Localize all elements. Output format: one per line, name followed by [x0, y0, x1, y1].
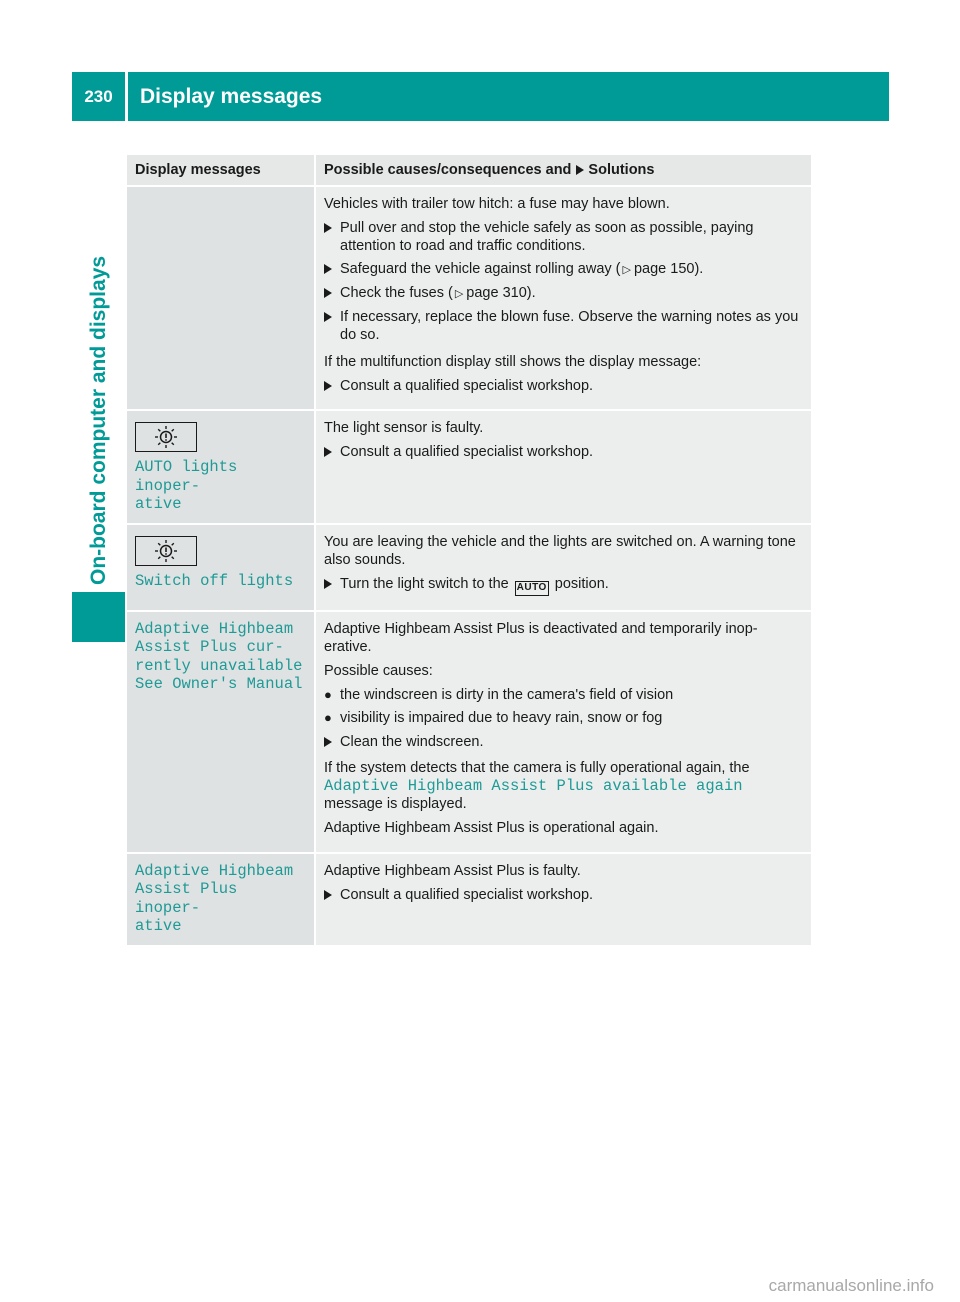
solution-step: [324, 575, 803, 596]
cause-text: Adaptive Highbeam Assist Plus is deactivated and temporarily inop‐erative.: [324, 620, 758, 655]
solution-step: [324, 443, 803, 461]
solution-step: [324, 733, 803, 751]
step-text: Consult a qualified specialist workshop.: [340, 378, 594, 394]
solution-step: [324, 886, 803, 904]
display-message-text: Switch off lights: [135, 571, 294, 590]
solution-step: [324, 308, 803, 344]
display-message-inline: Adaptive Highbeam Assist Plus available again: [324, 776, 743, 795]
light-sensor-icon: [135, 536, 197, 566]
display-message-cell: [127, 410, 315, 524]
display-message-text: AUTO lights inoper‐: [135, 458, 238, 495]
table-row: [127, 410, 811, 524]
section-title: Display messages: [128, 72, 889, 121]
table-row: [127, 524, 811, 611]
display-message-text: rently unavailable: [135, 656, 303, 675]
table-header-row: [127, 155, 811, 186]
light-sensor-icon: [135, 422, 197, 452]
display-message-cell: [127, 186, 315, 410]
cause-text: You are leaving the vehicle and the lights are switched on. A warning tone also sounds.: [324, 533, 796, 568]
note-text: If the multifunction display still shows the display message:: [324, 354, 702, 370]
solution-cell: [315, 611, 811, 853]
page-reference-link[interactable]: page 150: [633, 261, 695, 277]
display-message-text: Adaptive Highbeam: [135, 861, 294, 880]
step-text: Check the fuses (: [340, 285, 453, 301]
solution-step: [324, 219, 803, 255]
step-text-end: ).: [694, 261, 704, 277]
cause-text: Vehicles with trailer tow hitch: a fuse may have blown.: [324, 196, 670, 212]
page-number: 230: [72, 72, 125, 121]
final-text: Adaptive Highbeam Assist Plus is operational again.: [324, 819, 659, 836]
solution-cell: [315, 524, 811, 611]
step-text: Safeguard the vehicle against rolling away (: [340, 261, 621, 277]
auto-switch-icon: AUTO: [515, 581, 549, 596]
display-message-text: Assist Plus cur‐: [135, 638, 284, 656]
display-message-text: ative: [135, 917, 182, 935]
step-text-end: ).: [526, 285, 536, 301]
display-message-cell: [127, 853, 315, 945]
step-arrow-icon: [324, 890, 332, 900]
step-arrow-icon: [324, 381, 332, 391]
step-text: Clean the windscreen.: [340, 733, 484, 750]
solution-step: [324, 284, 803, 303]
watermark: carmanualsonline.info: [768, 1276, 934, 1295]
step-text-end: position.: [554, 575, 609, 592]
step-text: Pull over and stop the vehicle safely as soon as possible, paying attention to road and traffic conditions.: [340, 220, 754, 254]
cause-text: The light sensor is faulty.: [324, 420, 484, 436]
solution-cell: [315, 410, 811, 524]
bullet-icon: ●: [324, 686, 332, 702]
chapter-marker-block: [72, 592, 125, 642]
cause-bullet: [324, 709, 803, 727]
col-causes-solutions-header: [315, 155, 811, 186]
note-text: [324, 759, 803, 813]
page-ref-icon: ▷: [622, 264, 631, 276]
bullet-text: the windscreen is dirty in the camera's field of vision: [340, 686, 674, 703]
table-row: [127, 186, 811, 410]
col-display-messages-header: Display messages: [127, 155, 315, 186]
display-messages-table: [127, 155, 811, 945]
note-text-end: message is displayed.: [324, 795, 467, 812]
cause-bullet: [324, 686, 803, 704]
page-ref-icon: ▷: [454, 288, 464, 300]
col2-header-solutions: Solutions: [588, 162, 655, 178]
solution-cell: [315, 186, 811, 410]
step-arrow-icon: [324, 312, 332, 322]
step-arrow-icon: [324, 447, 332, 457]
bullet-text: visibility is impaired due to heavy rain, snow or fog: [340, 709, 663, 726]
cause-text: Adaptive Highbeam Assist Plus is faulty.: [324, 862, 581, 879]
bullet-icon: ●: [324, 709, 332, 725]
display-message-cell: [127, 611, 315, 853]
table-row: [127, 853, 811, 945]
solution-arrow-icon: [576, 165, 584, 175]
display-message-cell: [127, 524, 315, 611]
step-text: Consult a qualified specialist workshop.: [340, 886, 594, 903]
col2-header-text: Possible causes/consequences and: [324, 162, 572, 178]
step-arrow-icon: [324, 264, 332, 274]
display-message-text: Assist Plus inoper‐: [135, 880, 238, 917]
step-text: If necessary, replace the blown fuse. Observe the warning notes as you do so.: [340, 309, 799, 343]
possible-causes-label: Possible causes:: [324, 662, 433, 679]
display-message-text: ative: [135, 495, 182, 513]
note-text-start: If the system detects that the camera is fully operational again, the: [324, 759, 750, 776]
display-message-text: See Owner's Manual: [135, 675, 303, 693]
step-arrow-icon: [324, 579, 332, 589]
display-message-text: Adaptive Highbeam: [135, 619, 294, 638]
solution-step: [324, 260, 803, 279]
step-text: Turn the light switch to the: [340, 575, 509, 592]
step-arrow-icon: [324, 737, 332, 747]
step-arrow-icon: [324, 223, 332, 233]
solution-step: [324, 377, 803, 395]
table-row: [127, 611, 811, 853]
solution-cell: [315, 853, 811, 945]
step-text: Consult a qualified specialist workshop.: [340, 444, 594, 460]
chapter-title: On-board computer and displays: [87, 255, 110, 585]
page-reference-link[interactable]: page 310: [466, 285, 527, 301]
step-arrow-icon: [324, 288, 332, 298]
